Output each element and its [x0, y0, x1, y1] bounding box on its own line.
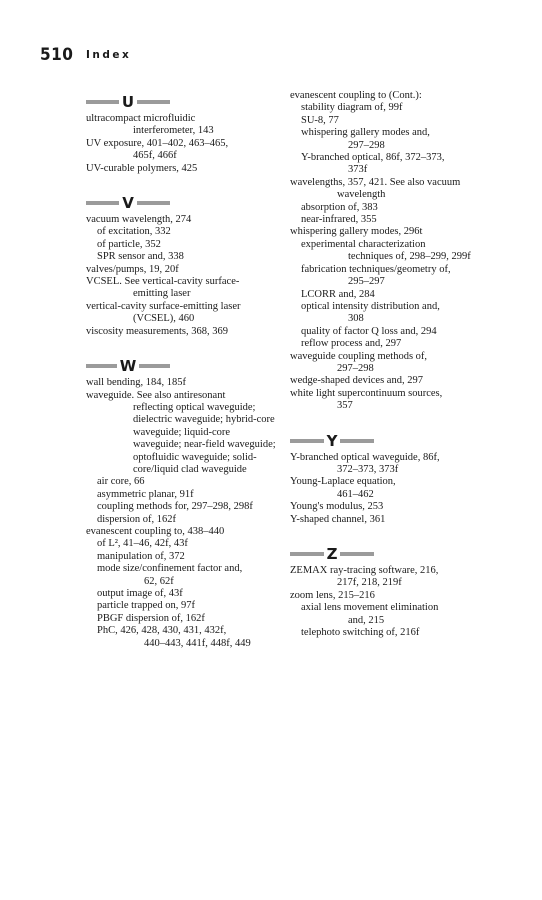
- entry-line: reflecting optical waveguide;: [133, 401, 256, 413]
- entry-line: 62, 62f: [144, 575, 174, 587]
- heading-rule: [86, 364, 117, 368]
- index-subentry: [290, 289, 490, 301]
- index-subentry: [290, 152, 490, 177]
- index-entry: [290, 590, 490, 602]
- index-entry: [290, 565, 490, 590]
- index-entry: [290, 375, 490, 387]
- heading-rule: [86, 201, 119, 205]
- entry-line: vacuum wavelength, 274: [86, 214, 192, 226]
- index-subentry: [290, 627, 490, 639]
- entry-line: white light supercontinuum sources,: [290, 387, 443, 399]
- entry-line: air core, 66: [97, 476, 145, 488]
- section-letter: Y: [326, 431, 338, 450]
- entry-line: Y-branched optical, 86f, 372–373,: [301, 152, 445, 164]
- index-entry: [290, 452, 490, 477]
- entry-line: waveguide; near-field waveguide;: [133, 439, 276, 451]
- entry-line: waveguide coupling methods of,: [290, 350, 428, 362]
- entry-line: whispering gallery modes, 296t: [290, 226, 423, 238]
- entry-line: 372–373, 373f: [337, 463, 399, 475]
- entry-line: coupling methods for, 297–298, 298f: [97, 501, 253, 513]
- index-subentry: [290, 115, 490, 127]
- index-entry: [290, 90, 490, 102]
- entry-line: dielectric waveguide; hybrid-core: [133, 414, 275, 426]
- entry-line: core/liquid clad waveguide: [133, 463, 247, 475]
- index-subentry: [290, 202, 490, 214]
- index-subentry: [86, 563, 286, 588]
- heading-rule: [139, 364, 170, 368]
- entry-line: vertical-cavity surface-emitting laser: [86, 300, 241, 312]
- index-subentry: [86, 251, 286, 263]
- entry-line: wavelengths, 357, 421. See also vacuum: [290, 176, 461, 188]
- entry-line: SU-8, 77: [301, 114, 339, 126]
- index-entry: [86, 264, 286, 276]
- index-subentry: [86, 514, 286, 526]
- entry-line: of L², 41–46, 42f, 43f: [97, 538, 188, 550]
- entry-line: UV exposure, 401–402, 463–465,: [86, 137, 229, 149]
- index-subentry: [86, 226, 286, 238]
- index-subentry: [86, 501, 286, 513]
- section-letter: W: [119, 357, 137, 376]
- section-letter: Z: [326, 545, 338, 563]
- index-section: [86, 193, 286, 338]
- index-entry: [86, 214, 286, 226]
- entry-line: 308: [348, 313, 364, 325]
- entry-line: 373f: [348, 164, 368, 176]
- section-letter: U: [121, 93, 135, 111]
- entry-line: asymmetric planar, 91f: [97, 488, 194, 500]
- entry-line: viscosity measurements, 368, 369: [86, 325, 229, 337]
- entry-line: waveguide. See also antiresonant: [86, 389, 226, 401]
- index-subentry: [290, 127, 490, 152]
- page-number: 510: [40, 45, 74, 65]
- entry-line: ZEMAX ray-tracing software, 216,: [290, 565, 439, 576]
- heading-rule: [137, 201, 170, 205]
- index-subentry: [290, 326, 490, 338]
- entry-line: particle trapped on, 97f: [97, 600, 195, 612]
- entry-line: valves/pumps, 19, 20f: [86, 263, 179, 275]
- index-entry: [86, 326, 286, 338]
- entry-line: evanescent coupling to, 438–440: [86, 525, 225, 537]
- heading-rule: [290, 552, 324, 556]
- entry-line: whispering gallery modes and,: [301, 127, 430, 139]
- heading-rule: [340, 439, 374, 443]
- index-entry: [86, 113, 286, 138]
- entry-line: Young-Laplace equation,: [290, 476, 396, 488]
- entry-line: output image of, 43f: [97, 588, 183, 599]
- index-subentry: [290, 239, 490, 264]
- index-entry: [86, 276, 286, 301]
- index-subentry: [86, 625, 286, 650]
- index-entry: [290, 476, 490, 501]
- heading-rule: [290, 439, 324, 443]
- entry-line: waveguide; liquid-core: [133, 426, 231, 438]
- entry-line: 297–298: [337, 362, 374, 374]
- index-section: [290, 544, 490, 639]
- entry-line: axial lens movement elimination: [301, 602, 439, 614]
- entry-line: techniques of, 298–299, 299f: [348, 251, 471, 263]
- section-heading: [86, 193, 170, 213]
- entry-line: 295–297: [348, 276, 385, 288]
- entry-line: wall bending, 184, 185f: [86, 377, 187, 389]
- entry-line: (VCSEL), 460: [133, 313, 195, 325]
- entry-line: wedge-shaped devices and, 297: [290, 375, 423, 387]
- index-subentry: [290, 214, 490, 226]
- section-heading: [290, 544, 374, 564]
- entry-line: wavelength: [337, 189, 386, 201]
- index-subentry: [290, 264, 490, 289]
- section-heading: [290, 431, 374, 451]
- index-subentry: [86, 489, 286, 501]
- entry-line: VCSEL. See vertical-cavity surface-: [86, 276, 240, 288]
- index-column-right: [290, 90, 490, 657]
- index-subentry: [86, 551, 286, 563]
- entry-line: stability diagram of, 99f: [301, 102, 403, 114]
- index-subentry: [290, 602, 490, 627]
- entry-line: evanescent coupling to (Cont.):: [290, 90, 422, 101]
- section-letter: V: [122, 194, 134, 213]
- index-entry: [86, 390, 286, 477]
- index-entry: [86, 163, 286, 175]
- entry-line: UV-curable polymers, 425: [86, 162, 198, 174]
- section-heading: [86, 356, 170, 376]
- index-subentry: [86, 613, 286, 625]
- entry-line: of excitation, 332: [97, 226, 171, 238]
- index-entry: [86, 526, 286, 538]
- index-section: [86, 92, 286, 175]
- entry-line: reflow process and, 297: [301, 338, 402, 350]
- index-subentry: [290, 102, 490, 114]
- index-entry: [86, 301, 286, 326]
- index-entry: [290, 177, 490, 202]
- index-entry: [290, 501, 490, 513]
- entry-line: quality of factor Q loss and, 294: [301, 325, 437, 337]
- entry-line: fabrication techniques/geometry of,: [301, 263, 451, 275]
- entry-line: near-infrared, 355: [301, 214, 377, 226]
- entry-line: interferometer, 143: [133, 125, 214, 137]
- index-subentry: [290, 338, 490, 350]
- index-entry: [86, 138, 286, 163]
- running-head: Index: [86, 49, 132, 61]
- heading-rule: [86, 100, 119, 104]
- index-subentry: [86, 476, 286, 488]
- entry-line: mode size/confinement factor and,: [97, 563, 243, 575]
- heading-rule: [137, 100, 170, 104]
- index-entry: [86, 377, 286, 389]
- entry-line: optofluidic waveguide; solid-: [133, 451, 257, 463]
- index-entry: [290, 351, 490, 376]
- entry-line: Young's modulus, 253: [290, 501, 384, 513]
- entry-line: 461–462: [337, 488, 374, 500]
- entry-line: zoom lens, 215–216: [290, 589, 375, 601]
- entry-line: PBGF dispersion of, 162f: [97, 612, 205, 624]
- entry-line: telephoto switching of, 216f: [301, 627, 420, 639]
- entry-line: manipulation of, 372: [97, 550, 185, 562]
- entry-line: dispersion of, 162f: [97, 513, 177, 525]
- entry-line: 217f, 218, 219f: [337, 577, 402, 589]
- entry-line: 465f, 466f: [133, 150, 177, 162]
- entry-line: PhC, 426, 428, 430, 431, 432f,: [97, 625, 227, 637]
- entry-line: of particle, 352: [97, 238, 161, 250]
- index-entry: [290, 226, 490, 238]
- entry-line: LCORR and, 284: [301, 288, 375, 300]
- entry-line: and, 215: [348, 614, 385, 626]
- entry-line: SPR sensor and, 338: [97, 251, 184, 263]
- index-column-left: [86, 90, 286, 668]
- entry-line: 440–443, 441f, 448f, 449: [144, 637, 251, 649]
- index-section: [290, 90, 490, 413]
- heading-rule: [340, 552, 374, 556]
- entry-line: optical intensity distribution and,: [301, 300, 440, 312]
- index-section: [86, 356, 286, 650]
- entry-line: emitting laser: [133, 288, 191, 300]
- entry-line: experimental characterization: [301, 238, 426, 250]
- index-subentry: [86, 600, 286, 612]
- index-entry: [290, 388, 490, 413]
- section-heading: [86, 92, 170, 112]
- index-subentry: [86, 588, 286, 600]
- index-subentry: [86, 239, 286, 251]
- entry-line: Y-shaped channel, 361: [290, 513, 386, 525]
- entry-line: 297–298: [348, 139, 385, 151]
- entry-line: 357: [337, 400, 353, 412]
- index-entry: [290, 514, 490, 526]
- entry-line: absorption of, 383: [301, 201, 378, 213]
- index-subentry: [290, 301, 490, 326]
- entry-line: Y-branched optical waveguide, 86f,: [290, 451, 440, 463]
- index-subentry: [86, 538, 286, 550]
- index-section: [290, 431, 490, 526]
- entry-line: ultracompact microfluidic: [86, 113, 196, 124]
